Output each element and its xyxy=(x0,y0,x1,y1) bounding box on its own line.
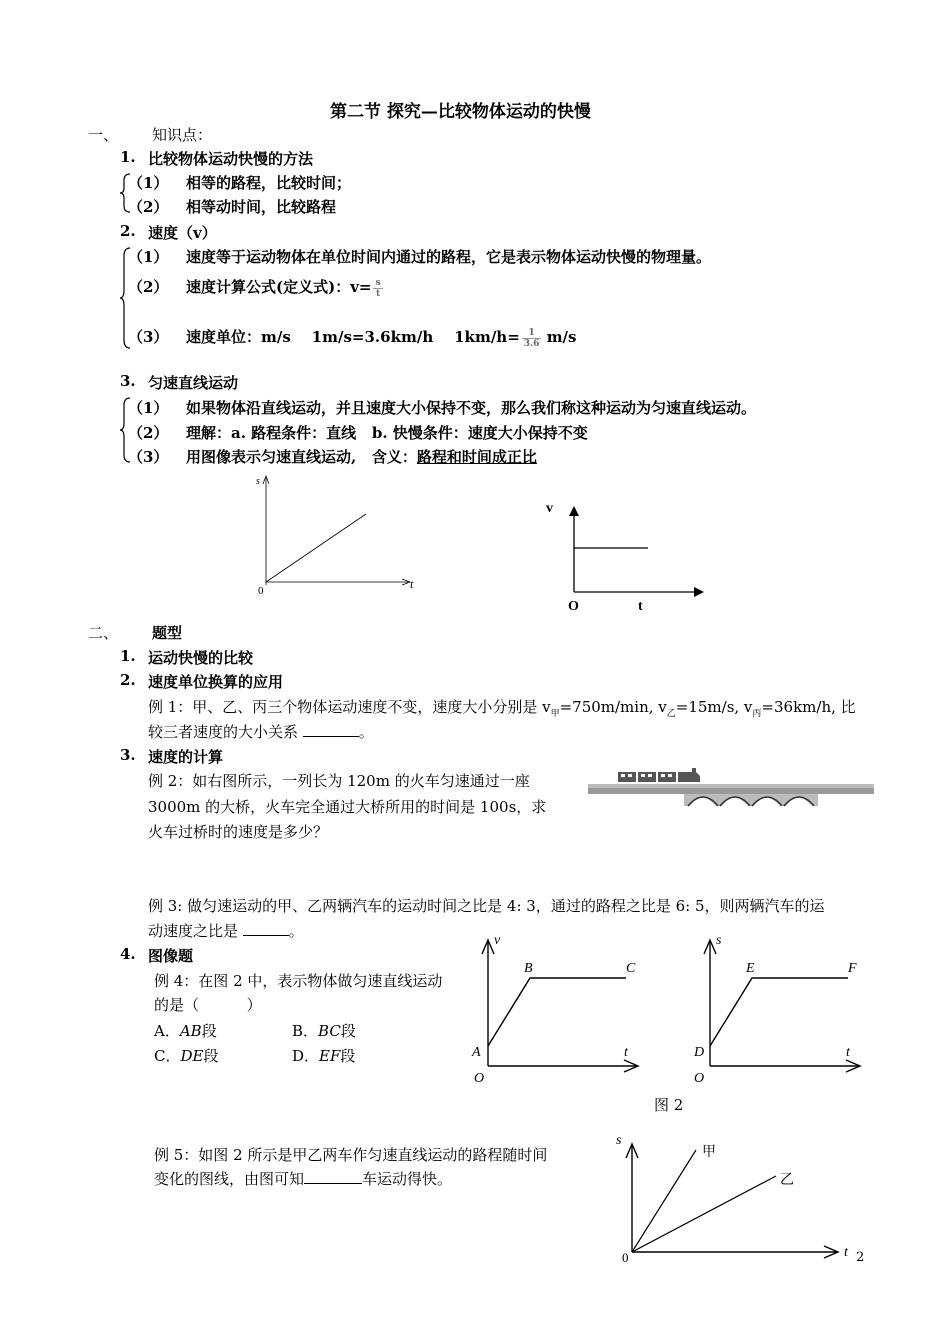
train-engine xyxy=(678,768,700,782)
fraction-denominator: t xyxy=(375,288,381,299)
fig2r-origin: O xyxy=(694,1071,705,1086)
example3-line2 xyxy=(148,920,304,941)
example1-line1 xyxy=(148,696,856,719)
st-origin: 0 xyxy=(258,585,264,597)
bridge-deck-shadow xyxy=(588,788,874,794)
ex1-end: 。 xyxy=(358,723,374,741)
option-suffix: 段 xyxy=(340,1047,356,1065)
ex5-label-yi: 乙 xyxy=(780,1173,794,1188)
ex5-line-yi xyxy=(632,1176,776,1252)
example4-line1: 例 4：在图 2 中，表示物体做匀速直线运动 xyxy=(154,972,443,990)
item2-line3 xyxy=(186,326,576,349)
option-suffix: 段 xyxy=(203,1047,219,1065)
type2-number: 2. xyxy=(120,671,136,689)
ex5-answer-blank[interactable] xyxy=(304,1169,362,1184)
speed-unit-suffix: m/s xyxy=(546,328,577,346)
vt-graph xyxy=(540,496,720,620)
fig2l-point-a: A xyxy=(472,1045,481,1060)
fig2r-y-label: s xyxy=(716,933,722,948)
fig2r-point-f: F xyxy=(848,961,857,976)
item2-line3-label: （3） xyxy=(128,328,169,346)
option-label: A． xyxy=(154,1022,180,1040)
ex5-y-label: s xyxy=(616,1133,622,1148)
item3-line1-label: （1） xyxy=(128,399,169,417)
ex1-sub-bing: 丙 xyxy=(752,709,762,719)
train-car xyxy=(658,772,676,782)
ex1-text: 例 1：甲、乙、丙三个物体运动速度不变，速度大小分别是 v xyxy=(148,698,551,716)
fig2l-line xyxy=(488,978,626,1046)
item2-line2-label: （2） xyxy=(128,278,169,296)
item3-line1-text: 如果物体沿直线运动，并且速度大小保持不变，那么我们称这种运动为匀速直线运动。 xyxy=(186,399,757,417)
ex3-end: 。 xyxy=(288,922,304,940)
example1-line2 xyxy=(148,721,374,742)
item1-line2-text: 相等动时间，比较路程 xyxy=(186,198,337,216)
speed-unit-text: 速度单位：m/s 1m/s=3.6km/h 1km/h= xyxy=(186,328,520,346)
ex3-line2-text: 动速度之比是 xyxy=(148,922,239,940)
ex1-answer-blank[interactable] xyxy=(303,722,359,737)
st-x-label: t xyxy=(410,577,414,591)
item1-number: 1. xyxy=(120,148,136,166)
section1-number: 一、 xyxy=(88,126,119,144)
ex4-option-d[interactable] xyxy=(292,1045,355,1066)
graph-meaning-text: 用图像表示匀速直线运动, 含义： xyxy=(186,448,417,466)
speed-formula-text: 速度计算公式(定义式)：v= xyxy=(186,278,372,296)
option-segment: BC xyxy=(318,1022,341,1040)
example5-line2 xyxy=(154,1168,452,1189)
item3-title: 匀速直线运动 xyxy=(148,374,239,392)
st-y-label: s xyxy=(256,476,260,487)
example2-line1: 例 2：如右图所示，一列长为 120m 的火车匀速通过一座 xyxy=(148,772,530,790)
option-label: D． xyxy=(292,1047,320,1065)
fraction-numerator: 1 xyxy=(522,328,542,339)
type4-number: 4. xyxy=(120,945,136,963)
ex1-line2-text: 较三者速度的大小关系 xyxy=(148,723,299,741)
page-title: 第二节 探究—比较物体运动的快慢 xyxy=(330,102,591,122)
fig2l-origin: O xyxy=(474,1071,485,1086)
st-line xyxy=(266,514,366,582)
st-graph xyxy=(248,470,428,600)
section1-heading: 知识点： xyxy=(152,126,213,144)
item3-line2-label: （2） xyxy=(128,424,169,442)
fraction-denominator: 3.6 xyxy=(523,338,540,349)
ex4-option-b[interactable] xyxy=(292,1020,356,1041)
item1-line1-text: 相等的路程，比较时间； xyxy=(186,174,352,192)
example2-line3: 火车过桥时的速度是多少？ xyxy=(148,823,329,841)
speed-formula-fraction xyxy=(373,278,382,299)
item3-line3 xyxy=(186,446,537,467)
item1-line1-label: （1） xyxy=(128,174,169,192)
fig2r-line xyxy=(710,978,848,1046)
item2-line1-text: 速度等于运动物体在单位时间内通过的路程，它是表示物体运动快慢的物理量。 xyxy=(186,248,712,266)
ex1-v1: =750m/min, v xyxy=(559,698,667,716)
example5-line1: 例 5：如图 2 所示是甲乙两车作匀速直线运动的路程随时间 xyxy=(154,1146,548,1164)
type1-title: 运动快慢的比较 xyxy=(148,649,254,667)
type4-title: 图像题 xyxy=(148,947,194,965)
page-number: 2 xyxy=(856,1250,865,1265)
vt-x-label: t xyxy=(638,599,643,614)
type1-number: 1. xyxy=(120,647,136,665)
example4-line2: 的是（ ） xyxy=(154,996,262,1014)
item2-line1-label: （1） xyxy=(128,248,169,266)
fig2r-point-e: E xyxy=(746,961,755,976)
fig2-caption: 图 2 xyxy=(654,1096,684,1114)
fig2l-y-label: v xyxy=(494,933,501,948)
item1-line2-label: （2） xyxy=(128,198,169,216)
type3-number: 3. xyxy=(120,746,136,764)
fraction-numerator: s xyxy=(375,277,381,288)
item3-line2-text: 理解：a. 路程条件：直线 b. 快慢条件：速度大小保持不变 xyxy=(186,424,588,442)
fig2-right-graph xyxy=(690,928,870,1088)
option-label: C． xyxy=(154,1047,181,1065)
train-bridge-illustration xyxy=(588,764,878,810)
train-car xyxy=(638,772,656,782)
vt-y-label: v xyxy=(546,501,553,516)
unit-fraction xyxy=(522,328,542,349)
vt-x-arrow xyxy=(694,587,704,597)
section2-heading: 题型 xyxy=(152,624,183,642)
option-segment: DE xyxy=(180,1047,204,1065)
graph-meaning-underlined: 路程和时间成正比 xyxy=(416,448,537,466)
option-label: B． xyxy=(292,1022,319,1040)
ex3-answer-blank[interactable] xyxy=(243,921,289,936)
fig2l-x-label: t xyxy=(624,1045,628,1060)
item1-title: 比较物体运动快慢的方法 xyxy=(148,150,314,168)
fig2r-point-d: D xyxy=(694,1045,705,1060)
ex5-line-jia xyxy=(632,1150,696,1252)
option-segment: AB xyxy=(179,1022,202,1040)
item2-line2 xyxy=(186,276,383,299)
option-suffix: 段 xyxy=(340,1022,356,1040)
item3-number: 3. xyxy=(120,372,136,390)
ex1-sub-jia: 甲 xyxy=(550,709,560,719)
vt-y-arrow xyxy=(569,506,579,516)
item3-line3-label: （3） xyxy=(128,448,169,466)
type3-title: 速度的计算 xyxy=(148,748,224,766)
ex5-graph xyxy=(612,1126,852,1266)
ex4-option-c[interactable] xyxy=(154,1045,218,1066)
option-suffix: 段 xyxy=(201,1022,217,1040)
option-segment: EF xyxy=(319,1047,341,1065)
ex5-x-label: t xyxy=(844,1245,848,1260)
example3-line1: 例 3: 做匀速运动的甲、乙两辆汽车的运动时间之比是 4: 3，通过的路程之比是 6: 5，则两辆汽车的运 xyxy=(148,897,825,915)
train-car xyxy=(618,772,636,782)
vt-origin: O xyxy=(568,599,579,614)
ex1-v2: =15m/s, v xyxy=(675,698,753,716)
fig2l-point-b: B xyxy=(524,961,533,976)
fig2-left-graph xyxy=(468,928,648,1088)
type2-title: 速度单位换算的应用 xyxy=(148,673,284,691)
ex4-option-a[interactable] xyxy=(154,1020,217,1041)
ex5-label-jia: 甲 xyxy=(702,1145,716,1160)
item2-title: 速度（v） xyxy=(148,224,217,242)
section2-number: 二、 xyxy=(88,624,119,642)
ex1-sub-yi: 乙 xyxy=(666,709,676,719)
example2-line2: 3000m 的大桥，火车完全通过大桥所用的时间是 100s，求 xyxy=(148,798,547,816)
ex1-v3: =36km/h, 比 xyxy=(761,698,856,716)
fig2r-x-label: t xyxy=(846,1045,850,1060)
bridge-piers xyxy=(684,794,818,806)
ex5-line2-end: 车运动得快。 xyxy=(362,1170,453,1188)
ex5-line2-text: 变化的图线，由图可知 xyxy=(154,1170,305,1188)
ex5-origin: 0 xyxy=(622,1250,629,1265)
fig2l-point-c: C xyxy=(626,961,636,976)
item2-number: 2. xyxy=(120,222,136,240)
